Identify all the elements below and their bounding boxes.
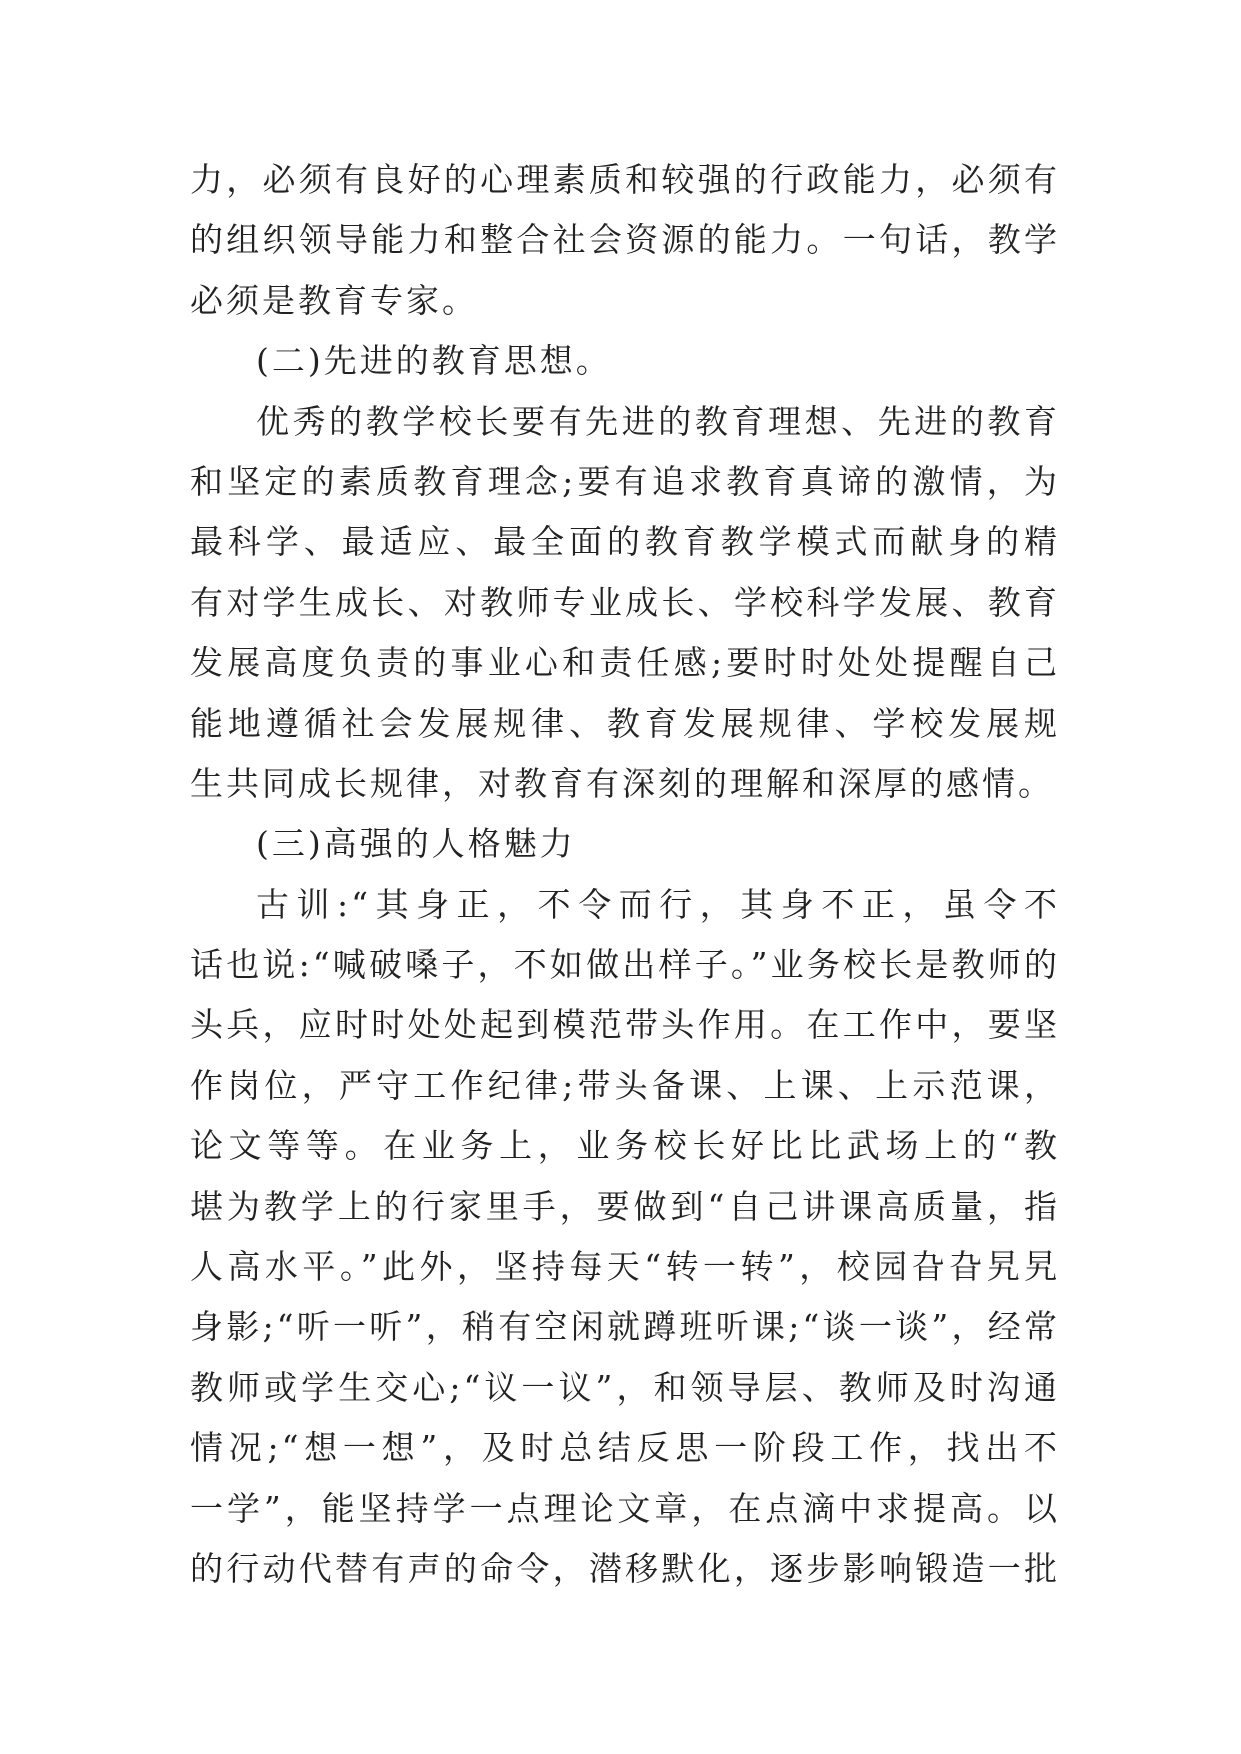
text-line: 人高水平。”此外，坚持每天“转一转”，校园旮旮旯旯	[190, 1247, 1060, 1287]
text-line: 话也说:“喊破嗓子，不如做出样子。”业务校长是教师的	[190, 945, 1060, 985]
text-line: 能地遵循社会发展规律、教育发展规律、学校发展规	[190, 703, 1060, 743]
text-line: 生共同成长规律，对教育有深刻的理解和深厚的感情。	[190, 763, 1054, 803]
text-line: 的组织领导能力和整合社会资源的能力。一句话，教学	[190, 220, 1060, 260]
section-heading: (三)高强的人格魅力	[256, 824, 576, 864]
text-line: 发展高度负责的事业心和责任感;要时时处处提醒自己	[190, 643, 1060, 683]
text-line: 最科学、最适应、最全面的教育教学模式而献身的精	[190, 522, 1060, 562]
text-line: 有对学生成长、对教师专业成长、学校科学发展、教育	[190, 582, 1060, 622]
text-line: 情况;“想一想”，及时总结反思一阶段工作，找出不	[190, 1428, 1060, 1468]
text-line: 堪为教学上的行家里手，要做到“自己讲课高质量，指	[190, 1186, 1060, 1226]
text-line: 头兵，应时时处处起到模范带头作用。在工作中，要坚	[190, 1005, 1060, 1045]
body-text	[190, 150, 1060, 1599]
text-line: 作岗位，严守工作纪律;带头备课、上课、上示范课，	[190, 1065, 1060, 1105]
text-line: 古训:“其身正，不令而行，其身不正，虽令不	[256, 884, 1060, 924]
text-line: 论文等等。在业务上，业务校长好比比武场上的“教	[190, 1126, 1060, 1166]
text-line: 优秀的教学校长要有先进的教育理想、先进的教育	[256, 401, 1060, 441]
text-line: 的行动代替有声的命令，潜移默化，逐步影响锻造一批	[190, 1548, 1060, 1588]
text-line: 身影;“听一听”，稍有空闲就蹲班听课;“谈一谈”，经常	[190, 1307, 1060, 1347]
text-line: 力，必须有良好的心理素质和较强的行政能力，必须有	[190, 160, 1060, 199]
text-line: 教师或学生交心;“议一议”，和领导层、教师及时沟通	[190, 1367, 1060, 1407]
text-line: 一学”，能坚持学一点理论文章，在点滴中求提高。以	[190, 1488, 1060, 1528]
text-line: 必须是教育专家。	[190, 280, 478, 320]
text-line: 和坚定的素质教育理念;要有追求教育真谛的激情，为	[190, 461, 1060, 501]
section-heading: (二)先进的教育思想。	[256, 341, 612, 381]
